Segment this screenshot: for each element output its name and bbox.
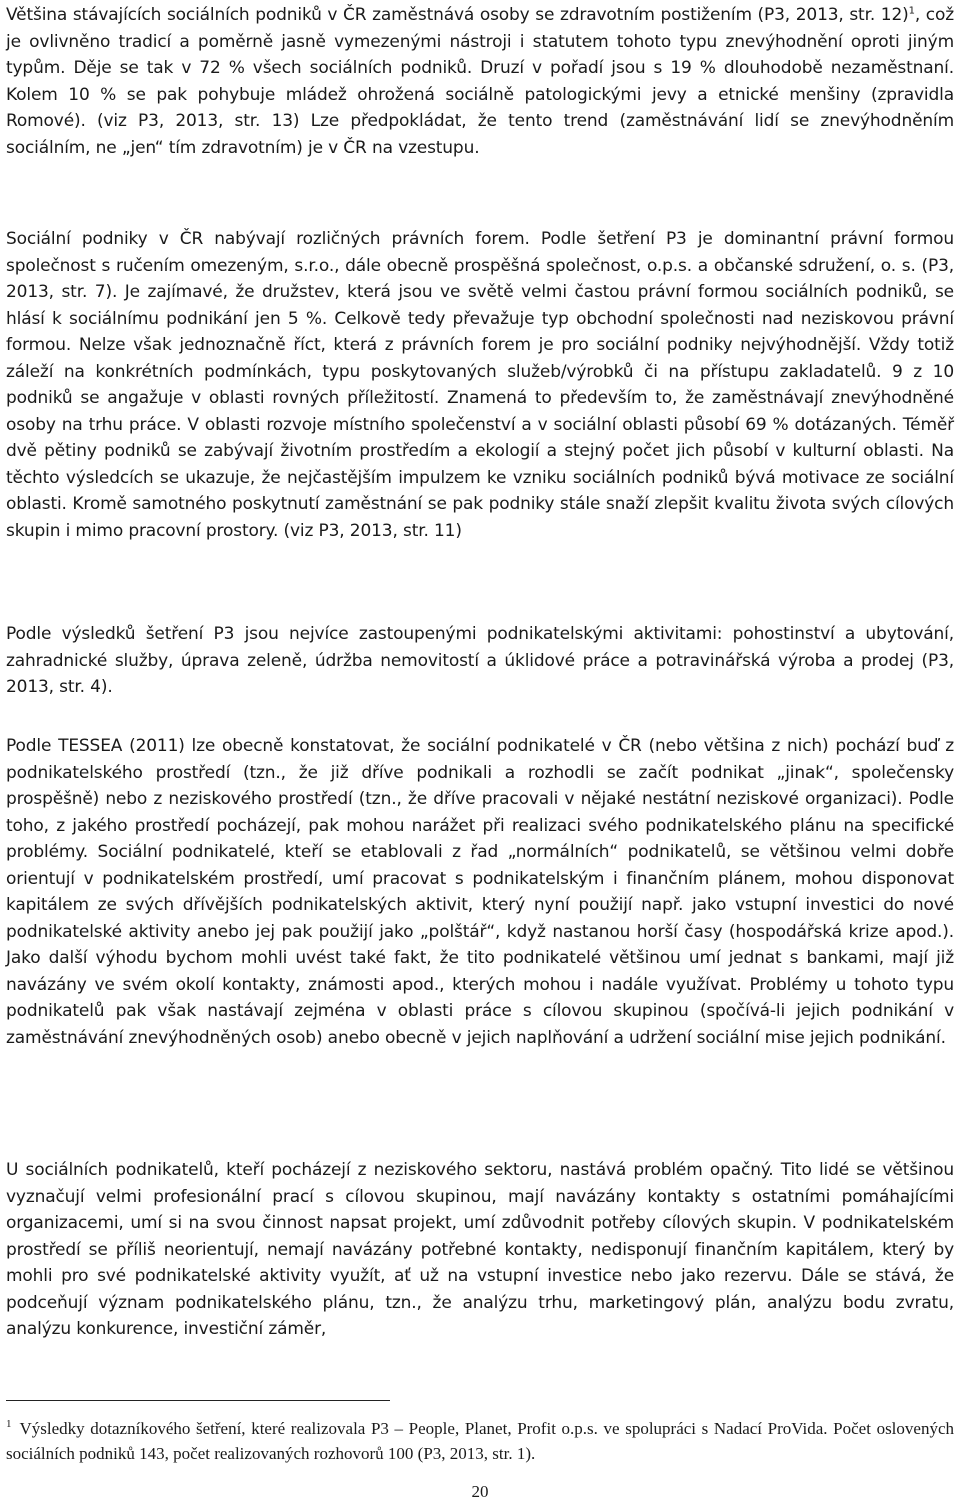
footnote-text: Výsledky dotazníkového šetření, které realizovala P3 – People, Planet, Profit o.p.s. ve spolupráci s Nadací ProVida. Počet oslovených sociálních podniků 143, počet realizovaných rozhovorů 100 (P3, 2013, str. 1). xyxy=(6,1419,954,1463)
paragraph-3: Podle výsledků šetření P3 jsou nejvíce zastoupenými podnikatelskými aktivitami: pohostinství a ubytování, zahradnické služby, úprava zeleně, údržba nemovitostí a úklidové práce a potravinářská výroba a prodej (P3, 2013, str. 4). xyxy=(6,624,954,697)
paragraph-2: Sociální podniky v ČR nabývají rozličných právních forem. Podle šetření P3 je dominantní právní formou společnost s ručením omezeným, s.r.o., dále obecně prospěšná společnost, o.p.s. a občanské sdružení, o. s. (P3, 2013, str. 7). Je zajímavé, že družstev, která jsou ve světě velmi častou právní formou sociálních podniků, se hlásí k sociálnímu podnikání jen 5 %. Celkově tedy převažuje typ obchodní společnosti nad neziskovou právní formou. Nelze však jednoznačně říct, která z právních forem je pro sociální podniky nejvýhodnější. Vždy totiž záleží na konkrétních podmínkách, typu poskytovaných služeb/výrobků či na přístupu zakladatelů. 9 z 10 podniků se angažuje v oblasti rovných příležitostí. Znamená to především to, že zaměstnávají znevýhodněné osoby na trhu práce. V oblasti rozvoje místního společenství a v sociální oblasti působí 69 % dotázaných. Téměř dvě pětiny podniků se zabývají životním prostředím a ekologií a stejný počet jich působí v kulturní oblasti. Na těchto výsledcích se ukazuje, že nejčastějším impulzem ke vzniku sociálních podniků bývá motivace ze sociální oblasti. Kromě samotného poskytnutí zaměstnání se pak podniky stále snaží zlepšit kvalitu života svých cílových skupin i mimo pracovní prostory. (viz P3, 2013, str. 11) xyxy=(6,229,954,541)
paragraph-5: U sociálních podnikatelů, kteří pocházejí z neziskového sektoru, nastává problém opačný. Tito lidé se většinou vyznačují velmi profesionální prací s cílovou skupinou, mají navázány kontakty s ostatními pomáhajícími organizacemi, umí si na svou činnost napsat projekt, umí zdůvodnit potřeby cílových skupin. V podnikatelském prostředí se příliš neorientují, nemají navázány potřebné kontakty, nedisponují finančním kapitálem, který by mohli pro své podnikatelské aktivity využít, ať už na vstupní investice nebo jako rezervu. Dále se stává, že podceňují význam podnikatelského plánu, tzn., že analýzu trhu, marketingový plán, analýzu bodu zvratu, analýzu konkurence, investiční záměr, xyxy=(6,1160,954,1339)
page-number: 20 xyxy=(471,1482,489,1501)
footnote-reference[interactable]: 1 xyxy=(908,5,915,17)
footnote xyxy=(6,1416,954,1466)
paragraph-1-text-b: , což je ovlivněno tradicí a poměrně jasně vymezenými nástroji i statutem tohoto typu znevýhodnění oproti jiným typům. Děje se tak v 72 % všech sociálních podniků. Druzí v pořadí jsou s 19 % dlouhodobě nezaměstnaní. Kolem 10 % se pak pohybuje mládež ohrožená sociálně patologickými jevy a etnické menšiny (zpravidla Romové). (viz P3, 2013, str. 13) Lze předpokládat, že tento trend (zaměstnávání lidí se znevýhodněním sociálním, ne „jen“ tím zdravotním) je v ČR na vzestupu. xyxy=(6,5,954,158)
paragraph-1 xyxy=(6,2,954,161)
paragraph-1-text-a: Většina stávajících sociálních podniků v ČR zaměstnává osoby se zdravotním postižením (P3, 2013, str. 12) xyxy=(6,5,909,25)
footnote-marker: 1 xyxy=(6,1418,12,1431)
footnote-divider xyxy=(6,1400,390,1401)
paragraph-4: Podle TESSEA (2011) lze obecně konstatovat, že sociální podnikatelé v ČR (nebo většina z nich) pochází buď z podnikatelského prostředí (tzn., že již dříve podnikali a rozhodli se začít podnikat „jinak“, společensky prospěšně) nebo z neziskového prostředí (tzn., že dříve pracovali v nějaké nestátní neziskové organizaci). Podle toho, z jakého prostředí pocházejí, pak mohou narážet při realizaci svého podnikatelského plánu na specifické problémy. Sociální podnikatelé, kteří se etablovali z řad „normálních“ podnikatelů, se většinou velmi dobře orientují v podnikatelském prostředí, umí pracovat s podnikatelským i finančním plánem, mohou disponovat kapitálem ze svých dřívějších podnikatelských aktivit, který nyní použijí např. jako vstupní investici do nové podnikatelské aktivity anebo jej pak použijí jako „polštář“, když nastanou horší časy (hospodářská krize apod.). Jako další výhodu bychom mohli uvést také fakt, že tito podnikatelé většinou umí jednat s bankami, mají již navázány ve svém okolí kontakty, známosti apod., kterých mohou i nadále využívat. Problémy u tohoto typu podnikatelů pak však nastávají zejména v oblasti práce s cílovou skupinou (spočívá-li jejich podnikání v zaměstnávání znevýhodněných osob) anebo obecně v jejich naplňování a udržení sociální mise jejich podnikání. xyxy=(6,736,954,1048)
